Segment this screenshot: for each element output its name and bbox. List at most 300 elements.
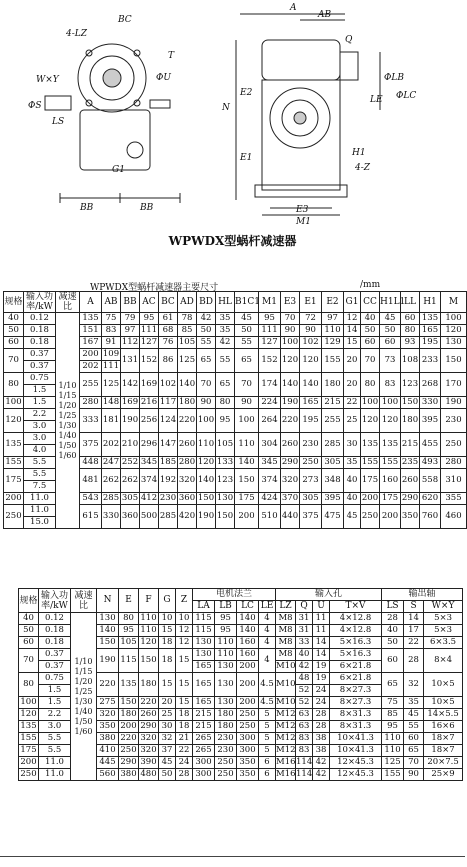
t1-cell: 260 [281, 433, 300, 457]
t2-cell: 160 [237, 637, 259, 649]
t1-cell: 140 [235, 457, 259, 469]
t2-cell: 10 [176, 613, 193, 625]
t2-cell: M8 [276, 625, 296, 637]
t2-cell: 42 [313, 757, 330, 769]
t1-size-cell: 40 [4, 313, 24, 325]
t2-cell: 95 [119, 625, 139, 637]
t1-power-cell: 0.12 [24, 313, 56, 325]
t1-cell: 12 [344, 313, 361, 325]
t2-cell: 24 [176, 757, 193, 769]
t1-cell: 125 [102, 373, 121, 397]
t1-cell: 500 [140, 505, 159, 529]
t2-cell: 14 [404, 613, 424, 625]
t2-cell: 28 [382, 613, 404, 625]
t1-cell: 111 [140, 325, 158, 335]
t1-power-cell: 15.0 [24, 517, 56, 529]
t1-cell: 90 [281, 325, 300, 337]
t2-subheader-3: LE [259, 601, 276, 613]
t2-cell: 350 [97, 721, 119, 733]
t1-cell: 285 [159, 505, 178, 529]
t2-cell: 55 [404, 721, 424, 733]
t1-header-5: BB [121, 292, 140, 313]
t2-power-cell: 3.0 [39, 721, 71, 733]
t1-cell: 230 [441, 409, 467, 433]
t1-header-1: 输入功率/kW [24, 292, 56, 313]
t1-cell: 543 [80, 493, 102, 505]
t1-cell: 97 [322, 313, 344, 325]
t2-cell: 180 [215, 721, 237, 733]
t2-cell: 6×3.5 [424, 637, 463, 649]
t1-header-18: H1L1 [380, 292, 401, 313]
t2-cell: 5×3 [424, 613, 463, 625]
t1-header-15: E2 [322, 292, 344, 313]
t2-cell: 200 [237, 661, 259, 673]
t1-cell: 510 [259, 505, 281, 529]
t2-cell: 115 [193, 613, 215, 625]
t2-cell: 6×21.8 [330, 661, 382, 673]
t2-cell: M10 [276, 673, 296, 697]
t2-cell: 250 [120, 745, 137, 755]
t2-cell: 190 [97, 649, 119, 673]
t1-cell: 290 [281, 457, 299, 467]
t2-cell: 18×7 [424, 733, 463, 745]
t1-cell: 345 [259, 457, 281, 469]
t1-cell: 175 [235, 493, 259, 505]
t2-cell: 265 [193, 733, 215, 745]
t2-cell: 80 [119, 613, 139, 625]
t2-cell: 390 [140, 757, 157, 767]
t1-cell: 330 [420, 397, 441, 409]
t1-cell: 111 [102, 361, 120, 371]
t2-cell: 140 [97, 625, 119, 637]
t2-subheader-6: U [313, 601, 330, 613]
t1-size-cell: 250 [4, 505, 24, 529]
t1-cell: 455 [420, 433, 441, 457]
t1-cell: 65 [197, 349, 216, 373]
t1-cell: 220 [281, 409, 300, 433]
t1-cell: 192 [159, 469, 178, 493]
t2-cell: 4 [259, 637, 276, 649]
svg-text:W×Y: W×Y [36, 75, 59, 85]
t2-cell: 6 [259, 757, 276, 769]
t1-cell: 448 [80, 457, 102, 469]
t1-cell: 30 [344, 433, 361, 457]
t2-cell: 250 [215, 757, 237, 769]
t1-cell: 333 [80, 409, 102, 433]
t2-header-10: 输出轴 [382, 589, 463, 601]
svg-text:E1: E1 [240, 153, 253, 163]
svg-text:AB: AB [318, 10, 332, 20]
t1-power-cell: 3.0 [24, 421, 56, 433]
t2-power-cell: 0.37 [39, 661, 71, 673]
t1-cell: 110 [197, 433, 216, 457]
t2-cell: 220 [97, 673, 119, 697]
t1-cell: 35 [216, 313, 235, 325]
t1-cell: 233 [420, 349, 441, 373]
t1-cell: 620 [420, 493, 441, 505]
t1-cell: 40 [344, 469, 361, 493]
t2-cell: 380 [120, 769, 137, 779]
t1-cell: 304 [259, 433, 281, 457]
t1-cell: 165 [300, 397, 322, 409]
table-row [19, 613, 463, 625]
t2-cell: 48 [296, 673, 313, 685]
t2-cell: 38 [313, 733, 330, 745]
t1-cell: 140 [178, 373, 197, 397]
t1-cell: 290 [401, 493, 419, 503]
t1-cell: 280 [178, 457, 196, 467]
t2-cell: 10×41.3 [330, 745, 382, 757]
t2-subheader-1: LB [215, 601, 237, 613]
t1-cell: 61 [159, 313, 178, 325]
t1-cell: 150 [216, 505, 235, 529]
t1-header-12: M1 [259, 292, 281, 313]
t2-power-cell: 0.12 [39, 613, 71, 625]
svg-text:LS: LS [52, 117, 65, 127]
t1-size-cell: 135 [4, 433, 24, 457]
t1-cell: 395 [420, 409, 441, 433]
t2-cell: 15 [159, 673, 176, 697]
t2-cell: 28 [313, 721, 330, 733]
t1-cell: 345 [140, 457, 158, 467]
table-row [4, 313, 467, 325]
t2-cell: 42 [313, 769, 330, 781]
t1-cell: 280 [80, 397, 102, 409]
t1-cell: 305 [300, 493, 322, 505]
t1-cell: 117 [159, 397, 177, 407]
t2-cell: 24 [313, 685, 330, 697]
t1-power-cell: 4.0 [24, 445, 56, 457]
t2-cell: 5 [259, 721, 276, 733]
t1-cell: 348 [322, 469, 344, 493]
t2-cell: 290 [140, 721, 157, 731]
t1-cell: 135 [380, 433, 401, 457]
t1-cell: 160 [380, 469, 401, 493]
t2-cell: 215 [193, 721, 215, 733]
t1-cell: 14 [344, 325, 361, 337]
t2-cell: 18 [176, 709, 193, 721]
t1-cell: 185 [159, 457, 177, 467]
t1-cell: 75 [102, 313, 121, 325]
t2-cell: M16 [276, 757, 296, 767]
t1-cell: 180 [178, 397, 196, 407]
t1-cell: 296 [140, 433, 159, 457]
t1-cell: 260 [401, 469, 420, 493]
t1-cell: 150 [197, 493, 215, 503]
t2-cell: 15 [176, 649, 193, 673]
t1-cell: 150 [441, 349, 467, 373]
t2-cell: 38 [313, 745, 330, 757]
t2-cell: 110 [382, 745, 404, 757]
t2-cell: 90 [404, 769, 424, 781]
t1-cell: 100 [441, 313, 467, 325]
t1-cell: 80 [216, 397, 235, 409]
t1-cell: 70 [281, 313, 300, 325]
t2-cell: 4 [259, 649, 276, 673]
t2-cell: 4.5 [259, 673, 276, 697]
t1-cell: 111 [259, 325, 281, 337]
t1-header-4: AB [102, 292, 121, 313]
t1-cell: 360 [121, 505, 140, 529]
t1-size-cell: 100 [5, 397, 22, 407]
t1-cell: 558 [420, 469, 441, 493]
svg-text:BB: BB [140, 203, 154, 213]
t1-cell: 255 [322, 409, 344, 433]
t1-cell: 140 [281, 373, 300, 397]
t2-cell: 83 [296, 733, 313, 745]
t1-cell: 135 [80, 313, 102, 325]
t2-size-cell: 80 [19, 673, 39, 697]
t1-header-16: G1 [344, 292, 361, 313]
t2-cell: 10×5 [424, 673, 463, 697]
svg-text:Q: Q [345, 35, 353, 45]
t2-cell: 22 [404, 637, 424, 649]
t2-cell: 19 [313, 673, 330, 685]
t2-cell: 75 [382, 697, 404, 709]
t2-cell: M12 [276, 745, 296, 755]
t1-cell: 50 [361, 325, 380, 337]
t1-power-cell: 1.5 [24, 397, 56, 409]
t1-cell: 120 [197, 457, 215, 467]
t2-size-cell: 120 [20, 709, 37, 719]
t1-cell: 78 [178, 313, 197, 325]
t1-cell: 20 [344, 349, 361, 373]
t1-cell: 155 [322, 349, 344, 373]
t1-cell: 93 [401, 337, 420, 349]
t1-cell: 105 [178, 337, 196, 347]
t1-cell: 40 [344, 493, 361, 505]
t1-cell: 125 [178, 349, 197, 373]
t2-cell: 37 [159, 745, 176, 757]
t2-header-4: E [119, 589, 139, 613]
t2-subheader-0: LA [193, 601, 215, 613]
t1-cell: 175 [361, 469, 380, 493]
t2-cell: M10 [276, 661, 296, 671]
t1-cell: 268 [420, 373, 441, 397]
t1-cell: 230 [300, 433, 322, 457]
t2-cell: 135 [119, 673, 139, 697]
t2-cell: 5 [259, 733, 276, 745]
table1-unit: /mm [360, 280, 381, 290]
t1-cell: 215 [401, 433, 420, 457]
svg-text:N: N [222, 103, 230, 113]
t2-size-cell: 135 [20, 721, 37, 731]
t2-cell: 18 [159, 637, 176, 649]
t2-cell: 45 [404, 709, 424, 721]
t2-cell: 85 [382, 709, 404, 721]
t2-header-9: 输入孔 [276, 589, 382, 601]
t1-cell: 123 [401, 373, 420, 397]
t1-cell: 35 [216, 325, 235, 337]
t1-cell: 190 [197, 505, 216, 529]
t1-cell: 460 [441, 505, 467, 529]
t1-cell: 247 [102, 457, 120, 467]
t2-header-5: F [139, 589, 159, 613]
t1-cell: 330 [102, 505, 121, 529]
t1-cell: 760 [420, 505, 441, 529]
t1-cell: 147 [159, 433, 178, 457]
svg-text:BB: BB [80, 203, 94, 213]
t2-power-cell: 2.2 [39, 709, 71, 721]
t1-cell: 50 [197, 325, 216, 337]
t2-cell: 265 [193, 745, 215, 757]
reducer-drawing [0, 0, 465, 260]
t1-cell: 195 [420, 337, 441, 349]
t1-cell: 262 [121, 469, 140, 493]
t1-cell: 355 [441, 493, 467, 505]
t1-cell: 123 [216, 469, 235, 493]
t1-cell: 202 [102, 433, 121, 457]
t1-cell: 60 [380, 337, 401, 349]
t2-cell: 25×9 [424, 769, 463, 781]
t1-cell: 424 [259, 493, 281, 505]
t2-cell: 11 [313, 625, 330, 637]
t2-cell: 95 [215, 625, 237, 637]
t1-cell: 45 [380, 313, 401, 325]
t1-power-cell: 5.5 [24, 457, 56, 469]
t2-cell: 350 [237, 757, 259, 769]
t1-cell: 72 [300, 313, 322, 325]
t1-cell: 280 [441, 457, 467, 469]
t2-cell: 180 [215, 709, 237, 721]
t1-cell: 120 [361, 409, 380, 433]
t1-cell: 90 [235, 397, 259, 409]
svg-text:BC: BC [118, 15, 132, 25]
t1-cell: 250 [441, 433, 467, 457]
t1-cell: 130 [441, 337, 467, 349]
t2-header-2: 减速比 [71, 589, 97, 613]
t2-cell: 125 [382, 757, 404, 769]
t2-cell: 28 [313, 709, 330, 721]
t1-cell: 155 [361, 457, 379, 467]
t1-cell: 109 [102, 349, 120, 359]
t1-header-8: AD [178, 292, 197, 313]
t1-cell: 200 [380, 505, 401, 529]
t2-cell: 60 [404, 733, 424, 745]
t2-cell: 22 [176, 745, 193, 757]
t2-cell: 45 [159, 757, 176, 769]
t1-cell: 320 [178, 469, 197, 493]
t2-cell: 380 [97, 733, 119, 745]
t2-cell: 4.5 [260, 697, 274, 707]
t1-cell: 175 [380, 493, 401, 505]
table1-caption: WPWDX型蜗杆减速器主要尺寸 [90, 283, 219, 293]
t2-cell: 31 [296, 625, 313, 637]
t1-cell: 55 [216, 349, 235, 373]
t1-size-cell: 60 [4, 337, 24, 349]
bottom-rule [0, 856, 465, 857]
t2-cell: 12×45.3 [330, 769, 382, 781]
t1-cell: 120 [281, 349, 300, 373]
svg-text:ΦLB: ΦLB [384, 73, 404, 83]
t2-cell: 24 [313, 697, 330, 709]
t1-cell: 167 [80, 337, 102, 349]
t1-cell: 135 [361, 433, 380, 457]
t2-cell: 350 [237, 769, 259, 781]
t1-cell: 83 [380, 373, 401, 397]
t1-cell: 131 [121, 349, 140, 373]
t1-cell: 180 [401, 409, 420, 433]
t1-cell: 133 [216, 457, 234, 467]
t1-header-20: H1 [420, 292, 441, 313]
t1-cell: 375 [300, 505, 322, 529]
t2-cell: 52 [296, 697, 313, 709]
t2-cell: 30 [159, 721, 176, 733]
t1-power-cell: 0.37 [24, 361, 56, 373]
t1-cell: 112 [121, 337, 139, 347]
t2-cell: 165 [193, 661, 215, 673]
t1-header-13: E3 [281, 292, 300, 313]
t2-power-cell: 0.37 [39, 649, 71, 661]
t1-cell: 100 [361, 397, 379, 407]
t2-cell: 215 [193, 709, 215, 721]
t2-cell: 140 [237, 625, 259, 637]
t2-header-6: G [159, 589, 176, 613]
t2-cell: 20×7.5 [424, 757, 463, 769]
t1-cell: 370 [281, 493, 299, 503]
t2-cell: 5×3 [424, 625, 463, 637]
t2-subheader-7: T×V [330, 601, 382, 613]
t2-cell: 300 [193, 769, 215, 781]
t1-cell: 151 [80, 325, 102, 337]
t1-header-19: LL [401, 292, 420, 313]
t2-cell: 200 [237, 673, 259, 697]
t1-cell: 130 [216, 493, 234, 503]
t1-cell: 86 [159, 349, 178, 373]
t1-header-6: AC [140, 292, 159, 313]
t1-cell: 420 [178, 505, 197, 529]
t2-cell: 8×27.3 [330, 697, 382, 709]
t1-cell: 102 [159, 373, 178, 397]
t1-cell: 45 [235, 313, 259, 325]
t1-cell: 124 [159, 409, 178, 433]
t2-ratio-cell: 1/10 1/15 1/20 1/25 1/30 1/40 1/50 1/60 [71, 613, 97, 781]
t1-cell: 120 [441, 325, 467, 337]
t2-cell: M12 [276, 721, 296, 731]
t1-cell: 181 [102, 409, 121, 433]
t1-cell: 216 [140, 397, 158, 407]
t2-cell: 17 [404, 625, 424, 637]
t1-header-9: BD [197, 292, 216, 313]
t2-cell: 8×27.3 [330, 685, 382, 697]
t2-cell: 120 [140, 637, 157, 647]
t2-cell: 15 [176, 673, 193, 697]
t1-cell: 90 [300, 325, 322, 337]
svg-text:G1: G1 [112, 165, 125, 175]
t2-cell: 18 [176, 721, 193, 733]
t1-cell: 195 [300, 409, 322, 433]
t1-cell: 200 [80, 349, 102, 361]
t1-cell: 100 [235, 409, 259, 433]
t2-cell: 250 [237, 709, 259, 721]
t2-subheader-9: S [404, 601, 424, 613]
t2-cell: 8×31.3 [330, 721, 382, 733]
t2-cell: 33 [296, 637, 313, 649]
t2-cell: 10×5 [424, 697, 463, 709]
t2-cell: 12×45.3 [330, 757, 382, 769]
t1-cell: 135 [420, 313, 441, 325]
t2-cell: 150 [97, 637, 119, 649]
t1-size-cell: 70 [4, 349, 24, 373]
t2-cell: 25 [159, 709, 176, 721]
t2-cell: 5 [259, 709, 276, 721]
t2-power-cell: 0.75 [39, 673, 71, 685]
t2-cell: 65 [404, 745, 424, 757]
t2-cell: 20 [159, 697, 176, 709]
t1-cell: 45 [344, 505, 361, 529]
t2-cell: 60 [382, 649, 404, 673]
t2-cell: 105 [120, 637, 137, 647]
